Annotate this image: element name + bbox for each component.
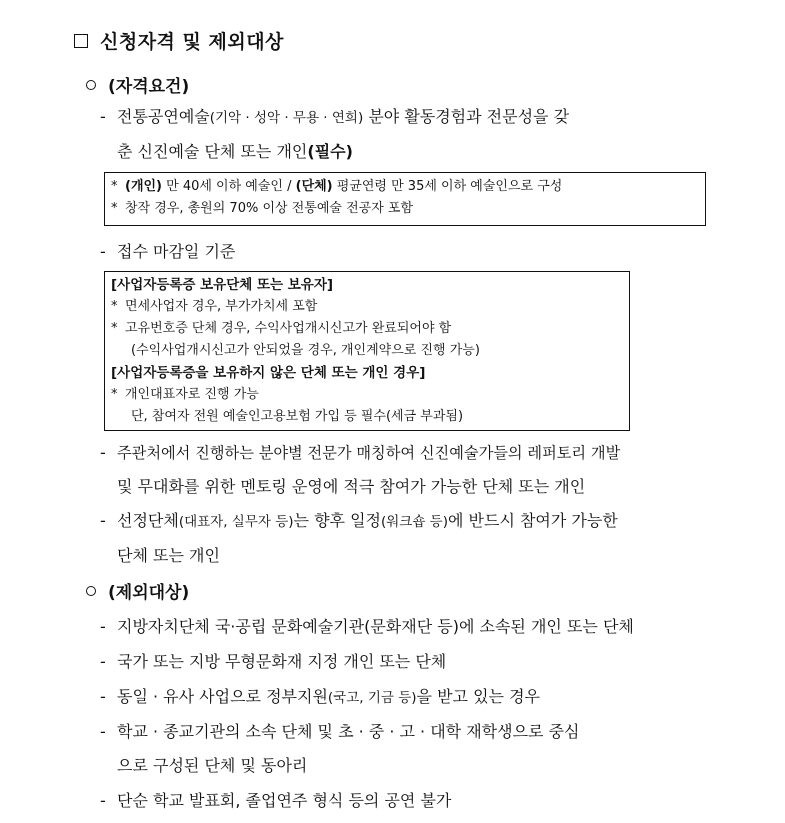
qualification-bullet-3 bbox=[100, 436, 710, 504]
note-text: (수익사업개시신고가 안되었을 경우, 개인계약으로 진행 가능) bbox=[131, 343, 480, 358]
bullet-text: 지방자치단체 국·공립 문화예술기관(문화재단 등)에 소속된 개인 또는 단체 bbox=[117, 617, 634, 636]
qualification-heading bbox=[86, 72, 189, 97]
dash-marker: - bbox=[100, 617, 106, 636]
star-marker: * bbox=[111, 299, 118, 314]
exclusion-bullet-1 bbox=[100, 610, 710, 644]
bullet-text: 동일 · 유사 사업으로 정부지원 bbox=[117, 687, 328, 706]
section-title bbox=[74, 27, 284, 54]
qualification-bullet-4 bbox=[100, 504, 710, 573]
dash-marker: - bbox=[100, 443, 106, 462]
bullet-text-bold: (필수) bbox=[307, 142, 353, 161]
bullet-text-small: (국고, 기금 등) bbox=[327, 690, 417, 706]
square-outline-icon bbox=[74, 34, 88, 48]
star-marker: * bbox=[111, 201, 118, 216]
dash-marker: - bbox=[100, 791, 106, 810]
note-heading: [사업자등록증을 보유하지 않은 단체 또는 개인 경우] bbox=[111, 365, 426, 381]
dash-marker: - bbox=[100, 107, 106, 126]
note-text: 개인대표자로 진행 가능 bbox=[125, 387, 259, 402]
exclusion-heading bbox=[86, 578, 189, 603]
exclusion-bullet-2 bbox=[100, 645, 710, 679]
bullet-text-small: (대표자, 실무자 등) bbox=[178, 514, 294, 530]
bullet-text: 선정단체 bbox=[117, 511, 179, 530]
exclusion-bullet-4 bbox=[100, 715, 710, 783]
dash-marker: - bbox=[100, 687, 106, 706]
circle-outline-icon bbox=[86, 586, 96, 596]
bullet-text-small: (워크숍 등) bbox=[380, 514, 448, 530]
note-text: 만 40세 이하 예술인 / bbox=[162, 179, 296, 194]
dash-marker: - bbox=[100, 511, 106, 530]
exclusion-bullet-5 bbox=[100, 784, 710, 818]
registration-note-box bbox=[104, 271, 630, 431]
note-bold: (개인) bbox=[125, 179, 162, 194]
bullet-text: 전통공연예술 bbox=[117, 107, 210, 126]
qualification-bullet-2 bbox=[100, 235, 710, 269]
note-text: 고유번호증 단체 경우, 수익사업개시신고가 완료되어야 함 bbox=[125, 321, 452, 336]
bullet-text: 으로 구성된 단체 및 동아리 bbox=[117, 756, 308, 775]
note-heading: [사업자등록증 보유단체 또는 보유자] bbox=[111, 277, 334, 293]
note-text: 면세사업자 경우, 부가가치세 포함 bbox=[125, 299, 318, 314]
bullet-text: 접수 마감일 기준 bbox=[117, 242, 236, 261]
dash-marker: - bbox=[100, 722, 106, 741]
star-marker: * bbox=[111, 321, 118, 336]
dash-marker: - bbox=[100, 652, 106, 671]
dash-marker: - bbox=[100, 242, 106, 261]
qualification-heading-text: (자격요건) bbox=[108, 77, 190, 97]
note-text: 창작 경우, 총원의 70% 이상 전통예술 전공자 포함 bbox=[125, 201, 413, 216]
bullet-text: 단체 또는 개인 bbox=[117, 546, 220, 565]
exclusion-bullet-3 bbox=[100, 680, 710, 715]
bullet-text: 단순 학교 발표회, 졸업연주 형식 등의 공연 불가 bbox=[117, 791, 452, 810]
bullet-text-small: (기악 · 성악 · 무용 · 연희) bbox=[209, 110, 364, 126]
note-text: 평균연령 만 35세 이하 예술인으로 구성 bbox=[332, 179, 563, 194]
exclusion-heading-text: (제외대상) bbox=[108, 583, 190, 603]
note-bold: (단체) bbox=[295, 179, 333, 194]
bullet-text: 학교 · 종교기관의 소속 단체 및 초 · 중 · 고 · 대학 재학생으로 중심 bbox=[117, 722, 580, 741]
qualification-bullet-1 bbox=[100, 100, 710, 169]
bullet-text: 국가 또는 지방 무형문화재 지정 개인 또는 단체 bbox=[117, 652, 447, 671]
star-marker: * bbox=[111, 387, 118, 402]
bullet-text: 춘 신진예술 단체 또는 개인 bbox=[117, 142, 308, 161]
circle-outline-icon bbox=[86, 80, 96, 90]
note-text: 단, 참여자 전원 예술인고용보험 가입 등 필수(세금 부과됨) bbox=[131, 409, 464, 424]
bullet-text: 분야 활동경험과 전문성을 갖 bbox=[363, 107, 570, 126]
eligibility-note-box bbox=[104, 172, 706, 226]
bullet-text: 주관처에서 진행하는 분야별 전문가 매칭하여 신진예술가들의 레퍼토리 개발 bbox=[117, 444, 621, 462]
bullet-text: 및 무대화를 위한 멘토링 운영에 적극 참여가 가능한 단체 또는 개인 bbox=[117, 477, 586, 496]
bullet-text: 을 받고 있는 경우 bbox=[416, 687, 540, 706]
bullet-text: 에 반드시 참여가 가능한 bbox=[447, 511, 618, 530]
section-title-text: 신청자격 및 제외대상 bbox=[100, 31, 284, 53]
star-marker: * bbox=[111, 179, 118, 194]
bullet-text: 는 향후 일정 bbox=[293, 511, 381, 530]
